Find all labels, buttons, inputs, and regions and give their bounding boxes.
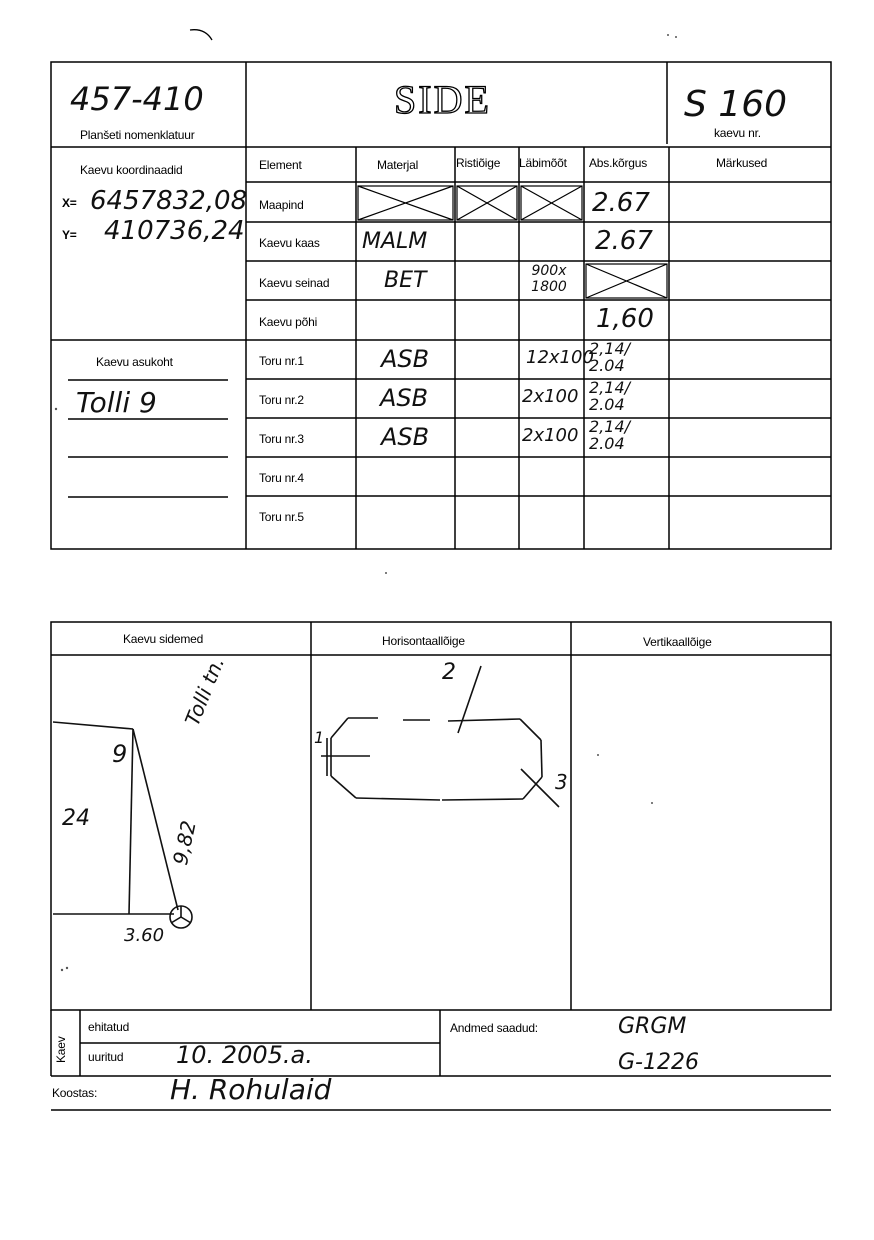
pipe-1-label: 1 — [314, 728, 325, 747]
row-material: MALM — [362, 229, 428, 254]
location-value: Tolli 9 — [76, 386, 157, 419]
data-received-label: Andmed saadud: — [450, 1021, 538, 1035]
row-element: Kaevu kaas — [259, 236, 320, 250]
dim-top: 9 — [112, 740, 128, 768]
row-material: ASB — [381, 345, 430, 373]
pipe-3-label: 3 — [555, 770, 568, 794]
col-header-material: Materjal — [377, 158, 419, 172]
row-material: ASB — [380, 384, 429, 412]
dim-diagonal: 9,82 — [168, 818, 201, 867]
row-abs: 2,14/ 2.04 — [589, 417, 631, 453]
horizontal-section-sketch — [321, 666, 559, 807]
col-header-diameter: Läbimõõt — [519, 156, 567, 170]
row-abs: 2,14/ 2.04 — [589, 339, 631, 375]
side-label: Kaev — [54, 1036, 68, 1063]
row-element: Toru nr.5 — [259, 510, 304, 524]
y-coordinate: 410736,24 — [104, 216, 245, 246]
row-diameter: 900x 1800 — [531, 263, 567, 295]
location-label: Kaevu asukoht — [96, 355, 173, 369]
vertical-section-header: Vertikaallõige — [643, 635, 712, 649]
pipe-2-line — [458, 666, 481, 733]
row-abs: 2,14/ 2.04 — [589, 378, 631, 414]
col-header-cross: Ristiõige — [456, 156, 501, 170]
col-header-notes: Märkused — [716, 156, 768, 170]
compiled-value: H. Rohulaid — [170, 1073, 332, 1106]
row-element: Kaevu põhi — [259, 315, 318, 329]
pipe-3-line — [521, 769, 559, 807]
street-label: Tolli tn. — [180, 653, 230, 729]
row-abs: 2.67 — [595, 226, 653, 256]
row-material: ASB — [381, 423, 430, 451]
surveyed-value: 10. 2005.a. — [176, 1041, 313, 1069]
built-label: ehitatud — [88, 1020, 130, 1034]
ties-header: Kaevu sidemed — [123, 632, 204, 646]
surveyed-label: uuritud — [88, 1050, 124, 1064]
bottom-form-border — [51, 622, 831, 1010]
well-number-value: S 160 — [684, 84, 788, 125]
row-element: Toru nr.1 — [259, 354, 304, 368]
row-abs: 2.67 — [592, 188, 650, 218]
dim-left: 24 — [62, 806, 90, 831]
pipe-2-label: 2 — [442, 660, 456, 685]
compiled-label: Koostas: — [52, 1086, 98, 1100]
row-diameter: 12x100 — [526, 347, 594, 368]
well-number-label: kaevu nr. — [714, 126, 761, 140]
col-header-abs: Abs.kõrgus — [589, 156, 648, 170]
row-element: Toru nr.4 — [259, 471, 304, 485]
col-header-element: Element — [259, 158, 302, 172]
dim-bottom: 3.60 — [124, 925, 165, 946]
x-coordinate: 6457832,08 — [90, 186, 248, 216]
y-prefix: Y= — [62, 228, 77, 242]
row-diameter: 2x100 — [522, 425, 579, 446]
row-element: Toru nr.2 — [259, 393, 304, 407]
data-received-value-2: G-1226 — [618, 1050, 699, 1075]
row-element: Maapind — [259, 198, 304, 212]
x-prefix: X= — [62, 196, 77, 210]
row-element: Toru nr.3 — [259, 432, 304, 446]
row-element: Kaevu seinad — [259, 276, 330, 290]
page-title: SIDE — [394, 77, 491, 122]
row-material: BET — [384, 268, 427, 293]
horizontal-section-header: Horisontaallõige — [382, 634, 465, 648]
data-received-value-1: GRGM — [618, 1014, 687, 1039]
nomenclature-value: 457-410 — [70, 80, 204, 118]
coordinates-label: Kaevu koordinaadid — [80, 163, 183, 177]
row-diameter: 2x100 — [522, 386, 579, 407]
nomenclature-label: Planšeti nomenklatuur — [80, 128, 195, 142]
row-abs: 1,60 — [596, 304, 654, 334]
